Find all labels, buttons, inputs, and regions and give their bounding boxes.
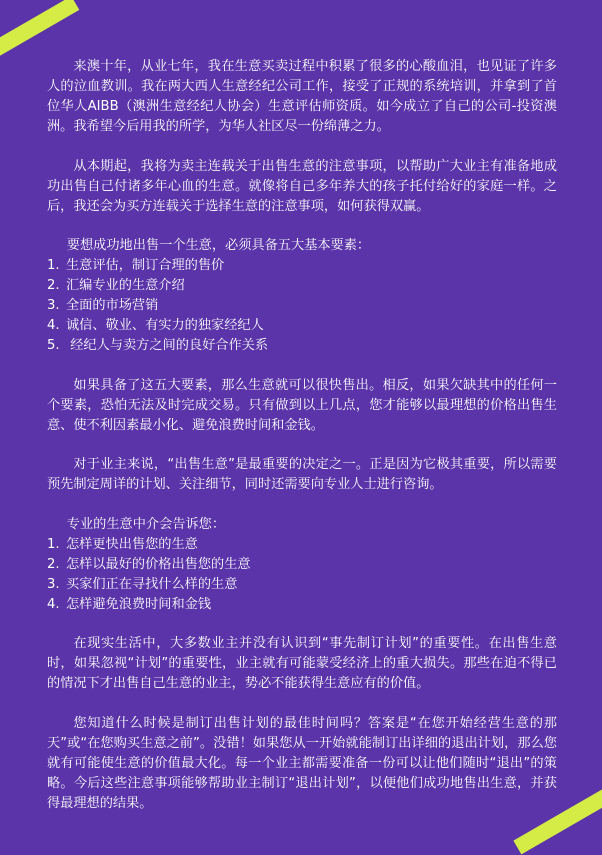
agent-lead: 专业的生意中介会告诉您：: [66, 516, 226, 532]
list-item: 3. 买家们正在寻找什么样的生意: [47, 576, 238, 592]
list-item: 2. 汇编专业的生意介绍: [47, 278, 185, 293]
list-item: 4. 诚信、敬业、有实力的独家经纪人: [47, 318, 264, 333]
list-item: 1. 生意评估，制订合理的售价: [47, 258, 225, 273]
list-item: 5. 经纪人与卖方之间的良好合作关系: [47, 338, 269, 353]
decorative-stripe-top-left: [0, 0, 79, 60]
list-item: 4. 怎样避免浪费时间和金钱: [47, 596, 212, 612]
article-body: [47, 57, 557, 814]
elements-list: [47, 256, 557, 356]
intro-paragraph-2: 从本期起，我将为卖主连载关于出售生意的注意事项，以帮助广大业主有准备地成功出售自己付诸多年心血的生意。就像将自己多年养大的孩子托付给好的家庭一样。之后，我还会为买方连载关于选择生意的注意事项，如何获得双赢。: [47, 158, 557, 214]
body-paragraph-2: 对于业主来说，“出售生意”是最重要的决定之一。正是因为它极其重要，所以需要预先制定周详的计划、关注细节，同时还需要向专业人士进行咨询。: [47, 457, 557, 492]
elements-lead: 要想成功地出售一个生意，必须具备五大基本要素：: [66, 238, 371, 253]
list-item: 3. 全面的市场营销: [47, 298, 159, 313]
list-item: 2. 怎样以最好的价格出售您的生意: [47, 556, 251, 572]
intro-paragraph-1: 来澳十年，从业七年，我在生意买卖过程中积累了很多的心酸血泪，也见证了许多人的泣血教训。我在两大西人生意经纪公司工作，接受了正规的系统培训，并拿到了首位华人AIBB（澳洲生意经纪人协会）生意评估师资质。如今成立了自己的公司-投资澳洲。我希望今后用我的所学，为华人社区尽一份绵薄之力。: [47, 59, 557, 134]
body-paragraph-3: 在现实生活中，大多数业主并没有认识到“事先制订计划”的重要性。在出售生意时，如果忽视“计划”的重要性，业主就有可能蒙受经济上的重大损失。那些在迫不得已的情况下才出售自己生意的业主，势必不能获得生意应有的价值。: [47, 636, 557, 691]
agent-list: [47, 535, 557, 615]
body-paragraph-1: 如果具备了这五大要素，那么生意就可以很快售出。相反，如果欠缺其中的任何一个要素，恐怕无法及时完成交易。只有做到以上几点，您才能够以最理想的价格出售生意、使不利因素最小化、避免浪费时间和金钱。: [47, 377, 557, 433]
list-item: 1. 怎样更快出售您的生意: [47, 536, 198, 552]
body-paragraph-4: 您知道什么时候是制订出售计划的最佳时间吗？答案是“在您开始经营生意的那天”或“在您购买生意之前”。没错！如果您从一开始就能制订出详细的退出计划，那么您就有可能使生意的价值最大化。每一个业主都需要准备一份可以让他们随时“退出”的策略。今后这些注意事项能够帮助业主制订“退出计划”，以便他们成功地售出生意，并获得最理想的结果。: [47, 715, 557, 811]
